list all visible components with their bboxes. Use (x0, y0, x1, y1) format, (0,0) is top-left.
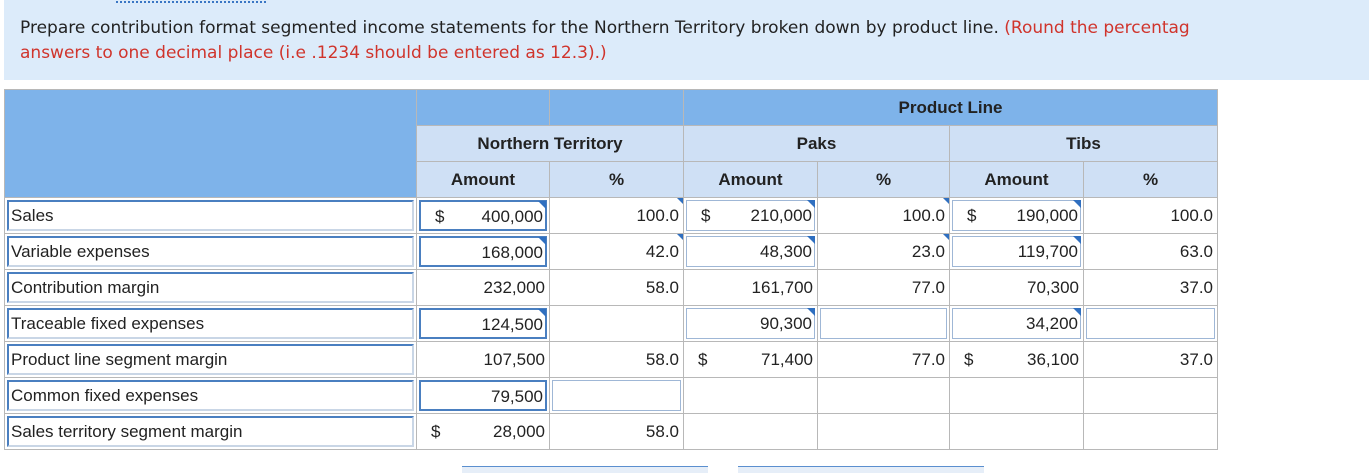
nt-percent-header: % (550, 162, 684, 198)
nt-amount-input[interactable]: 79,500 (419, 380, 547, 411)
nt-percent-input[interactable] (552, 380, 681, 411)
paks-percent-header: % (818, 162, 950, 198)
row-label-input[interactable]: Traceable fixed expenses (7, 308, 414, 339)
nt-percent-value: 100.0 (636, 206, 679, 225)
tibs-amount-value: 70,300 (1027, 278, 1079, 297)
northern-territory-header: Northern Territory (417, 126, 684, 162)
nt-amount-value: 232,000 (483, 278, 545, 297)
row-label-input[interactable]: Product line segment margin (7, 344, 414, 375)
paks-amount-input[interactable]: 48,300 (686, 236, 815, 267)
instructions-panel (4, 0, 1369, 80)
nt-amount-input[interactable]: 124,500 (419, 308, 547, 339)
paks-percent-value: 23.0 (911, 242, 945, 261)
product-line-header: Product Line (684, 90, 1218, 126)
row-label-input[interactable]: Variable expenses (7, 236, 414, 267)
row-label-input[interactable]: Common fixed expenses (7, 380, 414, 411)
table-row (5, 342, 1218, 378)
nt-amount-input[interactable]: $ 400,000 (419, 200, 547, 231)
tibs-percent-value: 37.0 (1179, 278, 1213, 297)
nt-percent-value: 58.0 (645, 350, 679, 369)
tibs-amount-value: 36,100 (1027, 350, 1079, 369)
empty-cell (818, 414, 950, 450)
nt-amount-input[interactable]: 168,000 (419, 236, 547, 267)
paks-percent-value: 77.0 (911, 350, 945, 369)
paks-amount-header: Amount (684, 162, 818, 198)
header-blank-nt-amt (417, 90, 550, 126)
currency-symbol: $ (701, 206, 711, 225)
tibs-header: Tibs (950, 126, 1218, 162)
empty-cell (818, 378, 950, 414)
input-flag-icon (942, 198, 950, 206)
nt-amount-value: 107,500 (483, 350, 545, 369)
tibs-amount-input[interactable]: $ 190,000 (952, 200, 1081, 231)
table-row (5, 414, 1218, 450)
input-flag-icon (1073, 308, 1081, 316)
nt-percent-value: 42.0 (645, 242, 679, 261)
input-flag-icon (807, 308, 815, 316)
table-row (5, 198, 1218, 234)
currency-symbol: $ (964, 350, 974, 369)
tibs-amount-input[interactable]: 119,700 (952, 236, 1081, 267)
currency-symbol: $ (435, 207, 445, 226)
empty-cell (950, 378, 1084, 414)
instructions-text: Prepare contribution format segmented income statements for the Northern Territory broken down by product line. (20, 18, 1005, 38)
input-flag-icon (538, 201, 546, 209)
empty-cell (950, 414, 1084, 450)
paks-header: Paks (684, 126, 950, 162)
paks-amount-value: 161,700 (751, 278, 813, 297)
empty-cell (684, 414, 818, 450)
tibs-amount-input[interactable]: 34,200 (952, 308, 1081, 339)
table-row (5, 306, 1218, 342)
currency-symbol: $ (967, 206, 977, 225)
input-flag-icon (676, 234, 684, 242)
input-flag-icon (942, 234, 950, 242)
table-row (5, 378, 1218, 414)
nt-percent-value: 58.0 (645, 422, 679, 441)
tibs-percent-value: 37.0 (1179, 350, 1213, 369)
paks-amount-value: 71,400 (761, 350, 813, 369)
tibs-percent-input[interactable] (1086, 308, 1215, 339)
header-blank (5, 90, 417, 198)
empty-cell (1084, 378, 1218, 414)
input-flag-icon (807, 200, 815, 208)
dotted-underline (116, 1, 266, 3)
tibs-amount-header: Amount (950, 162, 1084, 198)
segmented-income-table (4, 89, 1218, 450)
nt-percent-value: 58.0 (645, 278, 679, 297)
paks-percent-value: 77.0 (911, 278, 945, 297)
tibs-percent-header: % (1084, 162, 1218, 198)
paks-percent-value: 100.0 (902, 206, 945, 225)
header-blank-nt-pct (550, 90, 684, 126)
tibs-percent-value: 63.0 (1179, 242, 1213, 261)
currency-symbol: $ (431, 422, 441, 441)
table-row (5, 270, 1218, 306)
input-flag-icon (676, 198, 684, 206)
paks-percent-input[interactable] (820, 308, 947, 339)
input-flag-icon (807, 236, 815, 244)
empty-cell (684, 378, 818, 414)
empty-cell (1084, 414, 1218, 450)
input-flag-icon (538, 237, 546, 245)
currency-symbol: $ (698, 350, 708, 369)
input-flag-icon (538, 309, 546, 317)
paks-amount-input[interactable]: 90,300 (686, 308, 815, 339)
table-row (5, 234, 1218, 270)
rounding-note: (Round the percentag (1004, 18, 1190, 38)
row-label-input[interactable]: Contribution margin (7, 272, 414, 303)
tibs-percent-value: 100.0 (1170, 206, 1213, 225)
row-label-input[interactable]: Sales territory segment margin (7, 416, 414, 447)
nt-amount-value: 28,000 (493, 422, 545, 441)
rounding-note-line2: answers to one decimal place (i.e .1234 should be entered as 12.3).) (20, 43, 607, 63)
input-flag-icon (1073, 200, 1081, 208)
input-flag-icon (1073, 236, 1081, 244)
nt-amount-header: Amount (417, 162, 550, 198)
paks-amount-input[interactable]: $ 210,000 (686, 200, 815, 231)
row-label-input[interactable]: Sales (7, 200, 414, 231)
